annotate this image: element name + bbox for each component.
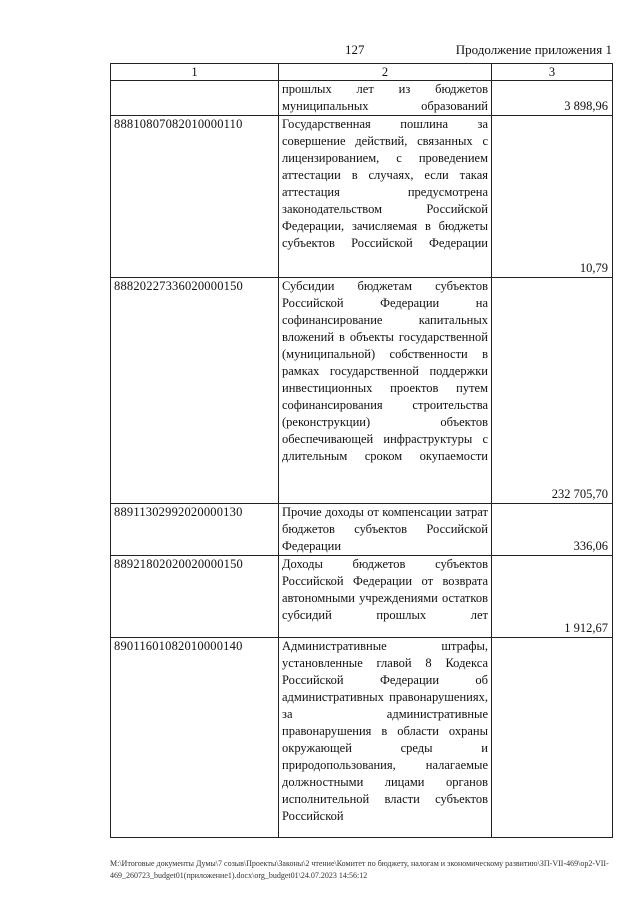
table-row — [111, 556, 613, 638]
row-name: прошлых лет из бюджетов муниципальных образований — [279, 81, 492, 116]
row-amount: 10,79 — [492, 116, 613, 278]
page-header — [0, 42, 640, 62]
row-name: Государственная пошлина за совершение действий, связанных с лицензированием, с проведением аттестации в случаях, если такая аттестация предусмотрена законодательством Российской Федерации, зачисляемая в бюджеты субъектов Российской Федерации — [279, 116, 492, 278]
row-amount: 1 912,67 — [492, 556, 613, 638]
column-header: 1 — [111, 64, 279, 81]
table-header-row — [111, 64, 613, 81]
row-name: Доходы бюджетов субъектов Российской Федерации от возврата автономными учреждениями остатков субсидий прошлых лет — [279, 556, 492, 638]
page-number: 127 — [345, 42, 365, 57]
row-name: Субсидии бюджетам субъектов Российской Федерации на софинансирование капитальных вложений в объекты государственной (муниципальной) собственности в рамках государственной поддержки инвестиционных проектов путем софинансирования строительства (реконструкции) объектов обеспечивающей инфраструктуры с длительным сроком окупаемости — [279, 278, 492, 504]
budget-table — [110, 63, 613, 838]
row-code — [111, 81, 279, 116]
column-header: 2 — [279, 64, 492, 81]
row-amount: 336,06 — [492, 504, 613, 556]
row-amount — [492, 638, 613, 838]
table-row — [111, 278, 613, 504]
row-code: 88911302992020000130 — [111, 504, 279, 556]
continuation-label: Продолжение приложения 1 — [455, 42, 612, 57]
column-header: 3 — [492, 64, 613, 81]
row-code: 89011601082010000140 — [111, 638, 279, 838]
table-row — [111, 638, 613, 838]
row-code: 88921802020020000150 — [111, 556, 279, 638]
table-row — [111, 116, 613, 278]
row-amount: 232 705,70 — [492, 278, 613, 504]
row-name: Прочие доходы от компенсации затрат бюджетов субъектов Российской Федерации — [279, 504, 492, 556]
row-code: 88810807082010000110 — [111, 116, 279, 278]
file-path-footer: M:\Итоговые документы Думы\7 созыв\Проекты\Законы\2 чтение\Комитет по бюджету, налогам и экономическому развитию\ЗП-VII-469\ор2-VII-469_260723_budget01(приложение1).docx\org_budget01\24.07.2023 14:56:12 — [110, 859, 609, 880]
row-code: 88820227336020000150 — [111, 278, 279, 504]
row-amount: 3 898,96 — [492, 81, 613, 116]
row-name: Административные штрафы, установленные главой 8 Кодекса Российской Федерации об административных правонарушениях, за административные правонарушения в области охраны окружающей среды и природопользования, налагаемые должностными лицами органов исполнительной власти субъектов Российской — [279, 638, 492, 838]
table-row — [111, 81, 613, 116]
table-row — [111, 504, 613, 556]
